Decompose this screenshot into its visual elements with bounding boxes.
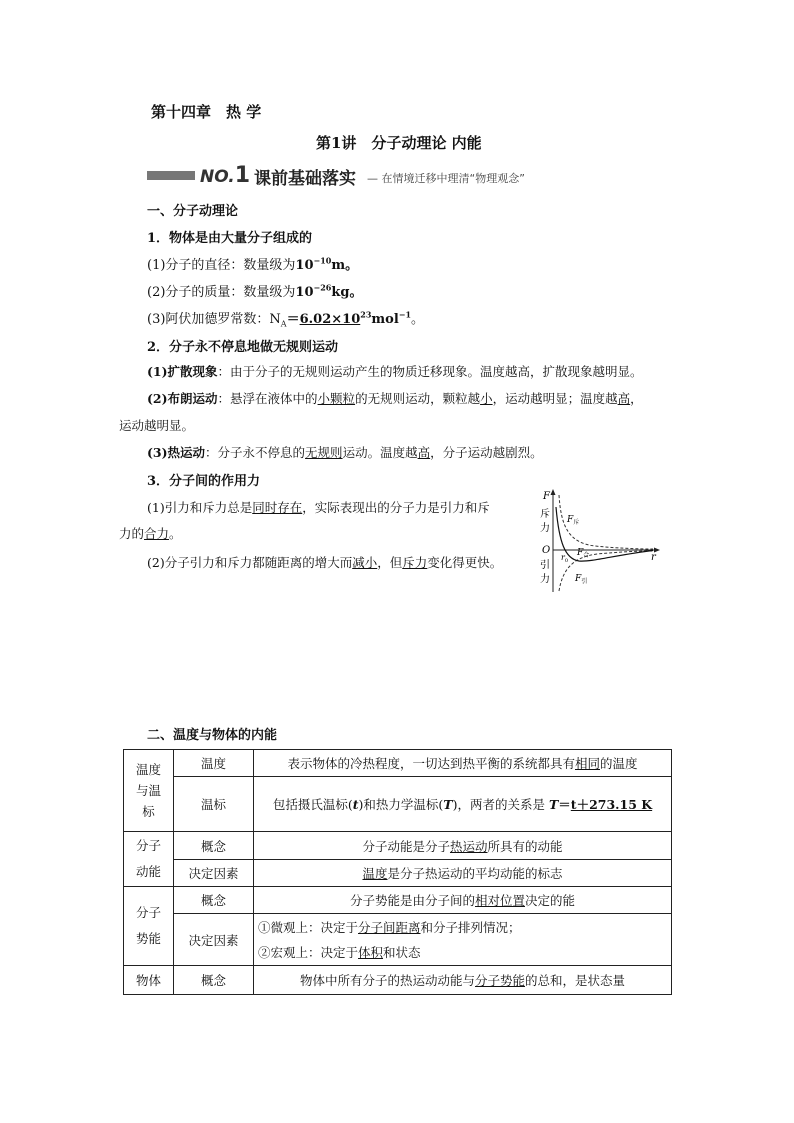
part2-heading: 二、温度与物体的内能 [147,728,278,743]
cell-kinetic-concept: 概念 [174,832,254,860]
p-brownian-cont: 运动越明显。 [119,418,195,433]
p-force-1-cont: 力的合力。 [119,526,182,541]
section-title: 课前基础落实 [254,169,356,189]
cell-kinetic-factor-def: 温度是分子热运动的平均动能的标志 [254,860,672,887]
heading-3: 3．分子间的作用力 [147,474,261,489]
repulsion-label-2: 力 [540,523,550,534]
f-rep-label: $F_斥$ [567,515,580,526]
section-subtitle: — 在情境迁移中理清“物理观念” [367,172,525,185]
cell-scale: 温标 [174,777,254,832]
cell-body-concept: 概念 [174,966,254,995]
y-axis-label: F [543,491,550,502]
internal-energy-table [123,749,672,995]
p-brownian: (2)布朗运动：悬浮在液体中的小颗粒的无规则运动，颗粒越小，运动越明显；温度越高， [147,391,643,406]
repulsion-label-1: 斥 [540,509,550,520]
section-bar [147,171,195,180]
cell-kinetic-factor: 决定因素 [174,860,254,887]
cell-potential-def: 分子势能是由分子间的相对位置决定的能 [254,887,672,914]
r0-label: $r_0$ [561,553,569,564]
f-att-label: $F_引$ [575,574,588,585]
p-thermal-motion: (3)热运动：分子永不停息的无规则运动。温度越高，分子运动越剧烈。 [147,445,543,460]
p-diffusion: (1)扩散现象：由于分子的无规则运动产生的物质迁移现象。温度越高，扩散现象越明显。 [147,364,643,379]
chapter-title: 第十四章 热 学 [151,103,262,121]
cell-internal-energy-def: 物体中所有分子的热运动动能与分子势能的总和，是状态量 [254,966,672,995]
origin-label: O [542,545,551,556]
cell-temperature: 温度 [174,750,254,777]
heading-2: 2．分子永不停息地做无规则运动 [147,340,339,355]
p-diameter: (1)分子的直径：数量级为$10^{-10}m$。 [147,255,359,273]
cell-temperature-group: 温度 与温 标 [124,750,174,832]
part1-heading: 一、分子动理论 [147,204,239,219]
molecular-force-graph [535,487,665,597]
f-net-label: $F_合$ [577,548,590,559]
x-axis-label: r [651,552,656,563]
lesson-title: 第1讲 分子动理论 内能 [316,134,482,152]
cell-body: 物体 [124,966,174,995]
cell-potential-factor-def: ①微观上：决定于分子间距离和分子排列情况； ②宏观上：决定于体积和状态 [254,914,672,966]
p-force-2: (2)分子引力和斥力都随距离的增大而减小，但斥力变化得更快。 [147,555,503,570]
p-avogadro: (3)阿伏加德罗常数：$N_A=6.02\times 10^{23}mol^{-1}$。 [147,309,425,329]
attraction-curve [559,551,653,591]
cell-potential-factor: 决定因素 [174,914,254,966]
attraction-label-2: 力 [540,574,550,585]
cell-potential-group: 分子 势能 [124,887,174,966]
section-number: NO.1 [200,163,251,188]
p-mass: (2)分子的质量：数量级为$10^{-26}kg$。 [147,282,363,300]
cell-potential-concept: 概念 [174,887,254,914]
attraction-label-1: 引 [540,560,550,571]
cell-kinetic-group: 分子 动能 [124,832,174,887]
p-force-1: (1)引力和斥力总是同时存在，实际表现出的分子力是引力和斥 [147,500,490,515]
cell-scale-def: 包括摄氏温标(t)和热力学温标(T)，两者的关系是 T＝t＋273.15 K [254,777,672,832]
cell-kinetic-def: 分子动能是分子热运动所具有的动能 [254,832,672,860]
cell-temperature-def: 表示物体的冷热程度，一切达到热平衡的系统都具有相同的温度 [254,750,672,777]
heading-1: 1．物体是由大量分子组成的 [147,231,313,246]
